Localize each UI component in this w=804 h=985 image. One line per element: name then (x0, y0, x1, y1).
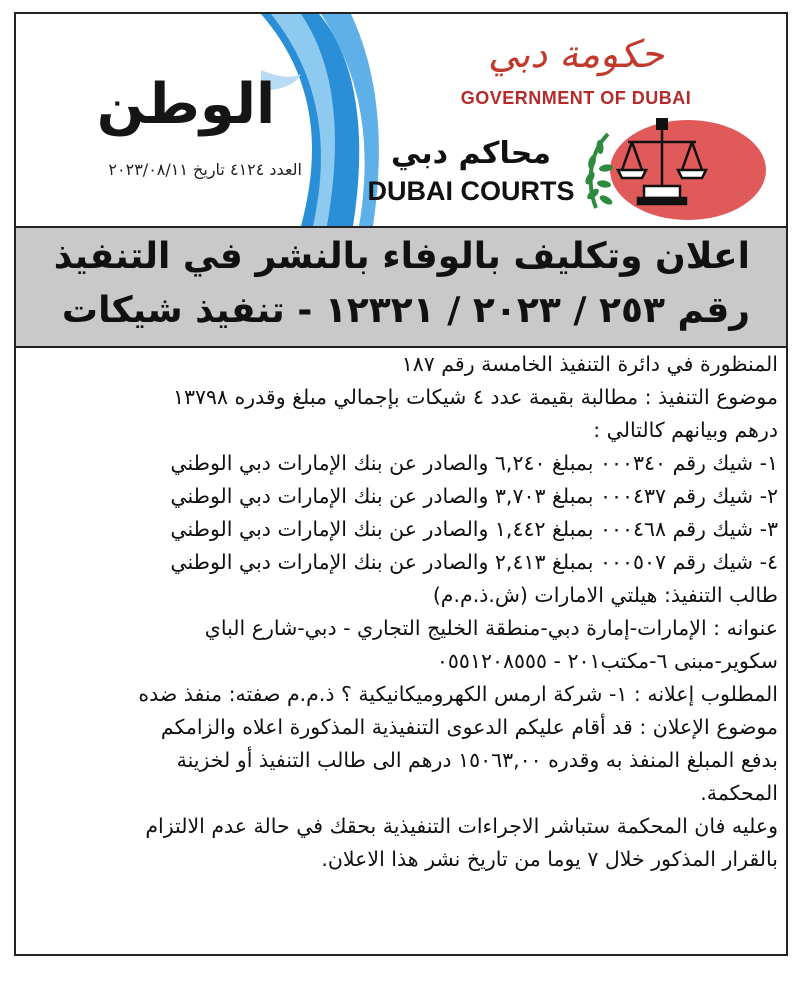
notice-line: عنوانه : الإمارات-إمارة دبي-منطقة الخليج التجاري - دبي-شارع الباي (204, 616, 778, 640)
notice-line: موضوع التنفيذ : مطالبة بقيمة عدد ٤ شيكات بإجمالي مبلغ وقدره ١٣٧٩٨ (172, 385, 778, 409)
notice-line: درهم وبيانهم كالتالي : (593, 418, 778, 442)
notice-line: بالقرار المذكور خلال ٧ يوما من تاريخ نشر هذا الاعلان. (321, 847, 778, 871)
notice-line: المحكمة. (700, 781, 778, 805)
notice-line: طالب التنفيذ: هيلتي الامارات (ش.ذ.م.م) (432, 583, 778, 607)
newspaper-logo: الوطن (96, 72, 276, 137)
government-name-arabic: حكومة دبي (487, 32, 665, 76)
notice-line: ٢- شيك رقم ٠٠٠٤٣٧ بمبلغ ٣,٧٠٣ والصادر عن بنك الإمارات دبي الوطني (170, 484, 778, 508)
notice-line: ٣- شيك رقم ٠٠٠٤٦٨ بمبلغ ١,٤٤٢ والصادر عن بنك الإمارات دبي الوطني (170, 517, 778, 541)
notice-line: ١- شيك رقم ٠٠٠٣٤٠ بمبلغ ٦,٢٤٠ والصادر عن بنك الإمارات دبي الوطني (170, 451, 778, 475)
notice-line: المنظورة في دائرة التنفيذ الخامسة رقم ١٨٧ (401, 352, 778, 376)
notice-title-band (16, 226, 786, 348)
notice-line: موضوع الإعلان : قد أقام عليكم الدعوى التنفيذية المذكورة اعلاه والزامكم (160, 715, 778, 739)
notice-frame (14, 12, 788, 956)
issue-date: العدد ٤١٢٤ تاريخ ٢٠٢٣/٠٨/١١ (108, 160, 302, 179)
notice-body (22, 348, 778, 876)
government-name-english: GOVERNMENT OF DUBAI (460, 88, 692, 108)
notice-header (16, 14, 786, 226)
notice-line: المطلوب إعلانه : ١- شركة ارمس الكهروميكانيكية ؟ ذ.م.م صفته: منفذ ضده (138, 682, 778, 706)
notice-line: سكوير-مبنى ٦-مكتب٢٠١ - ٠٥٥١٢٠٨٥٥٥ (436, 649, 778, 673)
courts-name-english: DUBAI COURTS (367, 176, 575, 206)
notice-title-line-2: رقم ٢٥٣ / ٢٠٢٣ / ١٢٣٢١ - تنفيذ شيكات (61, 290, 750, 331)
courts-name-arabic: محاكم دبي (391, 136, 551, 171)
notice-line: بدفع المبلغ المنفذ به وقدره ١٥٠٦٣,٠٠ درهم الى طالب التنفيذ أو لخزينة (176, 748, 778, 772)
notice-title-line-1: اعلان وتكليف بالوفاء بالنشر في التنفيذ (53, 236, 750, 277)
notice-line: وعليه فان المحكمة ستباشر الاجراءات التنفيذية بحقك في حالة عدم الالتزام (145, 814, 778, 838)
notice-line: ٤- شيك رقم ٠٠٠٥٠٧ بمبلغ ٢,٤١٣ والصادر عن بنك الإمارات دبي الوطني (170, 550, 778, 574)
dubai-courts-emblem-icon (576, 112, 771, 224)
